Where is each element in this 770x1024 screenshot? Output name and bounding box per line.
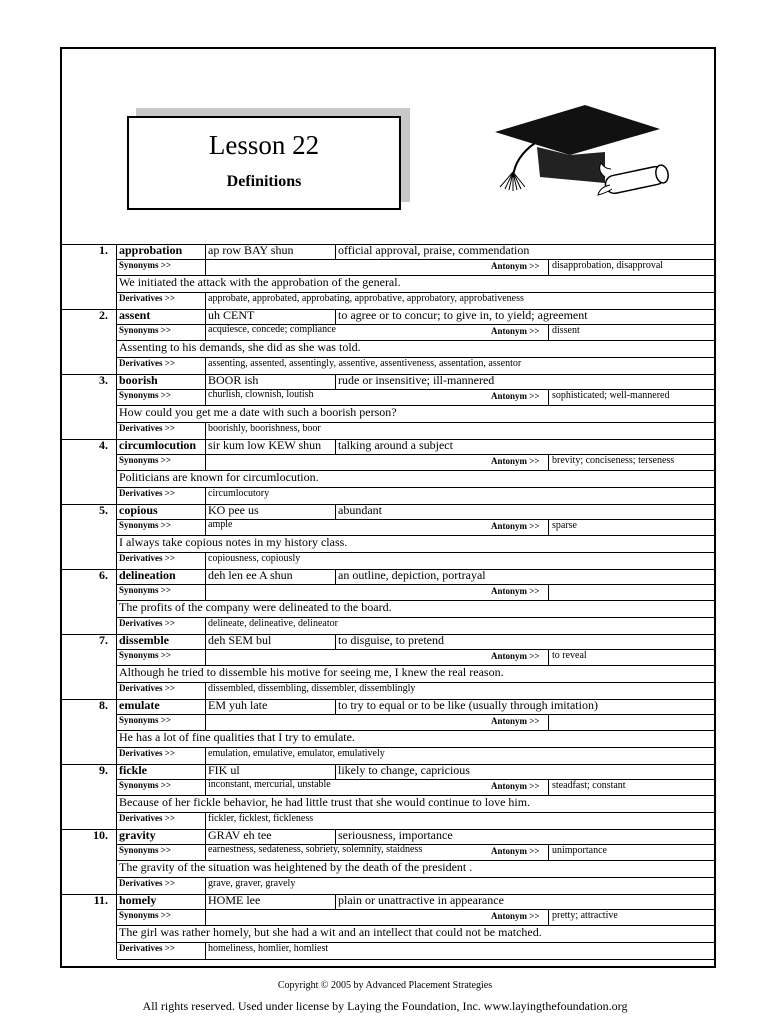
sentence-row <box>62 405 714 422</box>
graduation-cap-icon <box>455 97 675 197</box>
column-divider <box>205 292 206 309</box>
entry-number: 6. <box>99 568 108 582</box>
synonyms: earnestness, sedateness, sobriety, solemnity, staidness <box>208 844 423 855</box>
derivatives-row <box>62 942 714 959</box>
definition: to agree or to concur; to give in, to yield; agreement <box>338 308 588 322</box>
vocab-entry <box>62 699 714 764</box>
column-divider <box>205 909 206 925</box>
column-divider <box>205 747 206 764</box>
column-divider <box>205 454 206 470</box>
lesson-title: Lesson 22 <box>208 130 320 160</box>
word-row <box>62 244 714 259</box>
column-divider <box>548 519 549 535</box>
column-divider <box>116 487 117 504</box>
antonyms: pretty; attractive <box>552 910 618 921</box>
entry-number: 9. <box>99 763 108 777</box>
vocab-word: dissemble <box>119 633 170 647</box>
vocab-entry <box>62 439 714 504</box>
synonyms-label: Synonyms >> <box>119 325 172 335</box>
column-divider <box>205 422 206 439</box>
pronunciation: deh SEM bul <box>208 633 272 647</box>
synonyms-label: Synonyms >> <box>119 910 172 920</box>
antonyms: disapprobation, disapproval <box>552 260 664 271</box>
synonyms-label: Synonyms >> <box>119 455 172 465</box>
column-divider <box>116 470 117 487</box>
vocab-word: assent <box>119 308 151 322</box>
entry-number: 8. <box>99 698 108 712</box>
definition: seriousness, importance <box>338 828 453 842</box>
column-divider <box>116 812 117 829</box>
synonym-row <box>62 844 714 860</box>
synonyms-label: Synonyms >> <box>119 260 172 270</box>
vocab-word: gravity <box>119 828 156 842</box>
column-divider <box>335 374 336 389</box>
column-divider <box>116 699 117 714</box>
antonyms: sparse <box>552 520 577 531</box>
vocab-word: boorish <box>119 373 158 387</box>
column-divider <box>205 439 206 454</box>
derivatives-label: Derivatives >> <box>119 488 175 498</box>
pronunciation: sir kum low KEW shun <box>208 438 322 452</box>
column-divider <box>116 454 117 470</box>
synonyms-label: Synonyms >> <box>119 780 172 790</box>
column-divider <box>548 779 549 795</box>
column-divider <box>116 634 117 649</box>
entry-number: 10. <box>93 828 108 842</box>
lesson-subtitle: Definitions <box>226 173 302 190</box>
derivatives: grave, graver, gravely <box>208 878 296 889</box>
vocab-word: fickle <box>119 763 147 777</box>
sentence-row <box>62 535 714 552</box>
column-divider <box>116 439 117 454</box>
antonyms: dissent <box>552 325 580 336</box>
column-divider <box>205 617 206 634</box>
column-divider <box>335 634 336 649</box>
synonyms: ample <box>208 519 233 530</box>
synonym-row <box>62 909 714 925</box>
column-divider <box>205 682 206 699</box>
word-row <box>62 309 714 324</box>
word-row <box>62 439 714 454</box>
entry-number: 2. <box>99 308 108 322</box>
column-divider <box>116 519 117 535</box>
derivatives-label: Derivatives >> <box>119 293 175 303</box>
derivatives-label: Derivatives >> <box>119 878 175 888</box>
column-divider <box>205 324 206 340</box>
synonym-row <box>62 454 714 470</box>
pronunciation: EM yuh late <box>208 698 268 712</box>
derivatives: assenting, assented, assentingly, assentive, assentiveness, assentation, assentor <box>208 358 522 369</box>
vocabulary-table <box>62 244 714 960</box>
column-divider <box>116 244 117 259</box>
column-divider <box>205 357 206 374</box>
derivatives: homeliness, homlier, homliest <box>208 943 329 954</box>
derivatives-row <box>62 552 714 569</box>
column-divider <box>205 942 206 959</box>
column-divider <box>116 795 117 812</box>
sentence-row <box>62 665 714 682</box>
column-divider <box>205 894 206 909</box>
sentence-row <box>62 340 714 357</box>
column-divider <box>548 259 549 275</box>
column-divider <box>116 942 117 959</box>
synonym-row <box>62 259 714 275</box>
derivatives-row <box>62 292 714 309</box>
definition: an outline, depiction, portrayal <box>338 568 486 582</box>
column-divider <box>116 894 117 909</box>
derivatives-label: Derivatives >> <box>119 748 175 758</box>
column-divider <box>205 309 206 324</box>
column-divider <box>205 649 206 665</box>
example-sentence: The girl was rather homely, but she had a wit and an intellect that could not be matched. <box>119 925 542 939</box>
antonym-label: Antonym >> <box>491 521 540 531</box>
example-sentence: How could you get me a date with such a boorish person? <box>119 405 397 419</box>
entry-number: 5. <box>99 503 108 517</box>
derivatives-label: Derivatives >> <box>119 553 175 563</box>
pronunciation: GRAV eh tee <box>208 828 272 842</box>
column-divider <box>335 569 336 584</box>
vocab-entry <box>62 829 714 894</box>
column-divider <box>548 389 549 405</box>
column-divider <box>205 844 206 860</box>
column-divider <box>116 909 117 925</box>
vocab-entry <box>62 309 714 374</box>
entry-number: 11. <box>93 893 108 907</box>
column-divider <box>116 389 117 405</box>
column-divider <box>205 374 206 389</box>
column-divider <box>335 764 336 779</box>
word-row <box>62 764 714 779</box>
definition: official approval, praise, commendation <box>338 243 530 257</box>
word-row <box>62 374 714 389</box>
example-sentence: I always take copious notes in my history class. <box>119 535 348 549</box>
pronunciation: ap row BAY shun <box>208 243 294 257</box>
synonym-row <box>62 714 714 730</box>
column-divider <box>116 292 117 309</box>
example-sentence: He has a lot of fine qualities that I try to emulate. <box>119 730 355 744</box>
row-rule <box>117 959 714 960</box>
column-divider <box>116 714 117 730</box>
column-divider <box>116 665 117 682</box>
copyright-line: Copyright © 2005 by Advanced Placement Strategies <box>277 980 493 991</box>
derivatives-label: Derivatives >> <box>119 423 175 433</box>
column-divider <box>116 552 117 569</box>
title-box <box>127 116 401 210</box>
column-divider <box>116 535 117 552</box>
synonyms: inconstant, mercurial, unstable <box>208 779 331 790</box>
definition: plain or unattractive in appearance <box>338 893 504 907</box>
column-divider <box>116 925 117 942</box>
column-divider <box>205 779 206 795</box>
column-divider <box>116 764 117 779</box>
derivatives-label: Derivatives >> <box>119 358 175 368</box>
column-divider <box>116 504 117 519</box>
column-divider <box>116 405 117 422</box>
vocab-word: approbation <box>119 243 183 257</box>
column-divider <box>116 309 117 324</box>
synonyms-label: Synonyms >> <box>119 585 172 595</box>
definition: talking around a subject <box>338 438 453 452</box>
derivatives-row <box>62 747 714 764</box>
column-divider <box>205 487 206 504</box>
antonym-label: Antonym >> <box>491 586 540 596</box>
column-divider <box>548 584 549 600</box>
column-divider <box>205 829 206 844</box>
pronunciation: uh CENT <box>208 308 255 322</box>
column-divider <box>116 584 117 600</box>
rights-line: All rights reserved. Used under license by Laying the Foundation, Inc. www.layingthefoundation.org <box>142 999 628 1013</box>
column-divider <box>548 714 549 730</box>
synonyms-label: Synonyms >> <box>119 390 172 400</box>
column-divider <box>116 340 117 357</box>
synonyms-label: Synonyms >> <box>119 650 172 660</box>
antonym-label: Antonym >> <box>491 456 540 466</box>
column-divider <box>205 877 206 894</box>
definition: abundant <box>338 503 382 517</box>
derivatives: emulation, emulative, emulator, emulatively <box>208 748 385 759</box>
column-divider <box>548 454 549 470</box>
antonym-label: Antonym >> <box>491 651 540 661</box>
column-divider <box>205 634 206 649</box>
derivatives-row <box>62 617 714 634</box>
column-divider <box>205 259 206 275</box>
word-row <box>62 504 714 519</box>
column-divider <box>205 389 206 405</box>
derivatives-row <box>62 422 714 439</box>
column-divider <box>335 244 336 259</box>
column-divider <box>335 309 336 324</box>
vocab-entry <box>62 374 714 439</box>
definition: rude or insensitive; ill-mannered <box>338 373 495 387</box>
column-divider <box>116 649 117 665</box>
vocab-entry <box>62 244 714 309</box>
synonyms: acquiesce, concede; compliance <box>208 324 336 335</box>
derivatives-row <box>62 812 714 829</box>
derivatives-row <box>62 487 714 504</box>
column-divider <box>116 829 117 844</box>
column-divider <box>116 259 117 275</box>
column-divider <box>335 504 336 519</box>
word-row <box>62 829 714 844</box>
sentence-row <box>62 795 714 812</box>
pronunciation: BOOR ish <box>208 373 259 387</box>
definition: likely to change, capricious <box>338 763 470 777</box>
example-sentence: Politicians are known for circumlocution. <box>119 470 319 484</box>
row-rule <box>62 504 714 505</box>
column-divider <box>116 422 117 439</box>
example-sentence: The gravity of the situation was heightened by the death of the president . <box>119 860 473 874</box>
antonym-label: Antonym >> <box>491 261 540 271</box>
example-sentence: We initiated the attack with the approbation of the general. <box>119 275 401 289</box>
pronunciation: deh len ee A shun <box>208 568 293 582</box>
derivatives-row <box>62 357 714 374</box>
entry-number: 4. <box>99 438 108 452</box>
derivatives: delineate, delineative, delineator <box>208 618 338 629</box>
synonyms-label: Synonyms >> <box>119 520 172 530</box>
derivatives: dissembled, dissembling, dissembler, dissemblingly <box>208 683 416 694</box>
antonym-label: Antonym >> <box>491 716 540 726</box>
synonym-row <box>62 519 714 535</box>
column-divider <box>205 714 206 730</box>
column-divider <box>335 699 336 714</box>
column-divider <box>116 730 117 747</box>
column-divider <box>548 909 549 925</box>
synonym-row <box>62 649 714 665</box>
column-divider <box>116 617 117 634</box>
antonym-label: Antonym >> <box>491 911 540 921</box>
sentence-row <box>62 730 714 747</box>
synonym-row <box>62 324 714 340</box>
vocab-word: emulate <box>119 698 160 712</box>
derivatives: boorishly, boorishness, boor <box>208 423 321 434</box>
derivatives-label: Derivatives >> <box>119 618 175 628</box>
column-divider <box>335 829 336 844</box>
definition: to try to equal or to be like (usually through imitation) <box>338 698 598 712</box>
vocab-word: copious <box>119 503 158 517</box>
column-divider <box>116 357 117 374</box>
column-divider <box>335 439 336 454</box>
antonyms: brevity; conciseness; terseness <box>552 455 675 466</box>
entry-number: 1. <box>99 243 108 257</box>
derivatives-label: Derivatives >> <box>119 683 175 693</box>
derivatives: approbate, approbated, approbating, approbative, approbatory, approbativeness <box>208 293 524 304</box>
word-row <box>62 699 714 714</box>
derivatives-label: Derivatives >> <box>119 813 175 823</box>
column-divider <box>335 894 336 909</box>
word-row <box>62 634 714 649</box>
column-divider <box>548 844 549 860</box>
column-divider <box>116 844 117 860</box>
word-row <box>62 894 714 909</box>
sentence-row <box>62 275 714 292</box>
vocab-entry <box>62 569 714 634</box>
definition: to disguise, to pretend <box>338 633 444 647</box>
sentence-row <box>62 470 714 487</box>
entry-number: 3. <box>99 373 108 387</box>
column-divider <box>205 552 206 569</box>
synonym-row <box>62 779 714 795</box>
column-divider <box>116 324 117 340</box>
entry-number: 7. <box>99 633 108 647</box>
vocab-word: homely <box>119 893 157 907</box>
column-divider <box>205 764 206 779</box>
column-divider <box>205 519 206 535</box>
derivatives: copiousness, copiously <box>208 553 301 564</box>
pronunciation: HOME lee <box>208 893 261 907</box>
vocab-word: circumlocution <box>119 438 197 452</box>
vocab-entry <box>62 504 714 569</box>
vocab-word: delineation <box>119 568 176 582</box>
antonym-label: Antonym >> <box>491 391 540 401</box>
derivatives: fickler, ficklest, fickleness <box>208 813 314 824</box>
synonyms-label: Synonyms >> <box>119 715 172 725</box>
column-divider <box>548 649 549 665</box>
antonyms: sophisticated; well-mannered <box>552 390 670 401</box>
example-sentence: Because of her fickle behavior, he had little trust that she would continue to love him. <box>119 795 531 809</box>
pronunciation: KO pee us <box>208 503 259 517</box>
example-sentence: Although he tried to dissemble his motive for seeing me, I knew the real reason. <box>119 665 504 679</box>
antonym-label: Antonym >> <box>491 781 540 791</box>
antonyms: unimportance <box>552 845 607 856</box>
derivatives-label: Derivatives >> <box>119 943 175 953</box>
column-divider <box>205 584 206 600</box>
column-divider <box>116 747 117 764</box>
sentence-row <box>62 860 714 877</box>
column-divider <box>116 860 117 877</box>
derivatives: circumlocutory <box>208 488 270 499</box>
derivatives-row <box>62 682 714 699</box>
column-divider <box>116 779 117 795</box>
example-sentence: Assenting to his demands, she did as she was told. <box>119 340 361 354</box>
synonym-row <box>62 389 714 405</box>
column-divider <box>205 812 206 829</box>
column-divider <box>205 244 206 259</box>
column-divider <box>116 877 117 894</box>
sentence-row <box>62 600 714 617</box>
antonym-label: Antonym >> <box>491 846 540 856</box>
column-divider <box>116 374 117 389</box>
synonyms: churlish, clownish, loutish <box>208 389 314 400</box>
column-divider <box>116 682 117 699</box>
antonyms: steadfast; constant <box>552 780 626 791</box>
synonym-row <box>62 584 714 600</box>
vocab-entry <box>62 894 714 959</box>
column-divider <box>116 600 117 617</box>
column-divider <box>205 569 206 584</box>
column-divider <box>205 699 206 714</box>
column-divider <box>548 324 549 340</box>
pronunciation: FIK ul <box>208 763 240 777</box>
synonyms-label: Synonyms >> <box>119 845 172 855</box>
column-divider <box>116 275 117 292</box>
column-divider <box>116 569 117 584</box>
column-divider <box>205 504 206 519</box>
example-sentence: The profits of the company were delineated to the board. <box>119 600 392 614</box>
antonyms: to reveal <box>552 650 587 661</box>
antonym-label: Antonym >> <box>491 326 540 336</box>
word-row <box>62 569 714 584</box>
sentence-row <box>62 925 714 942</box>
vocab-entry <box>62 634 714 699</box>
vocab-entry <box>62 764 714 829</box>
derivatives-row <box>62 877 714 894</box>
